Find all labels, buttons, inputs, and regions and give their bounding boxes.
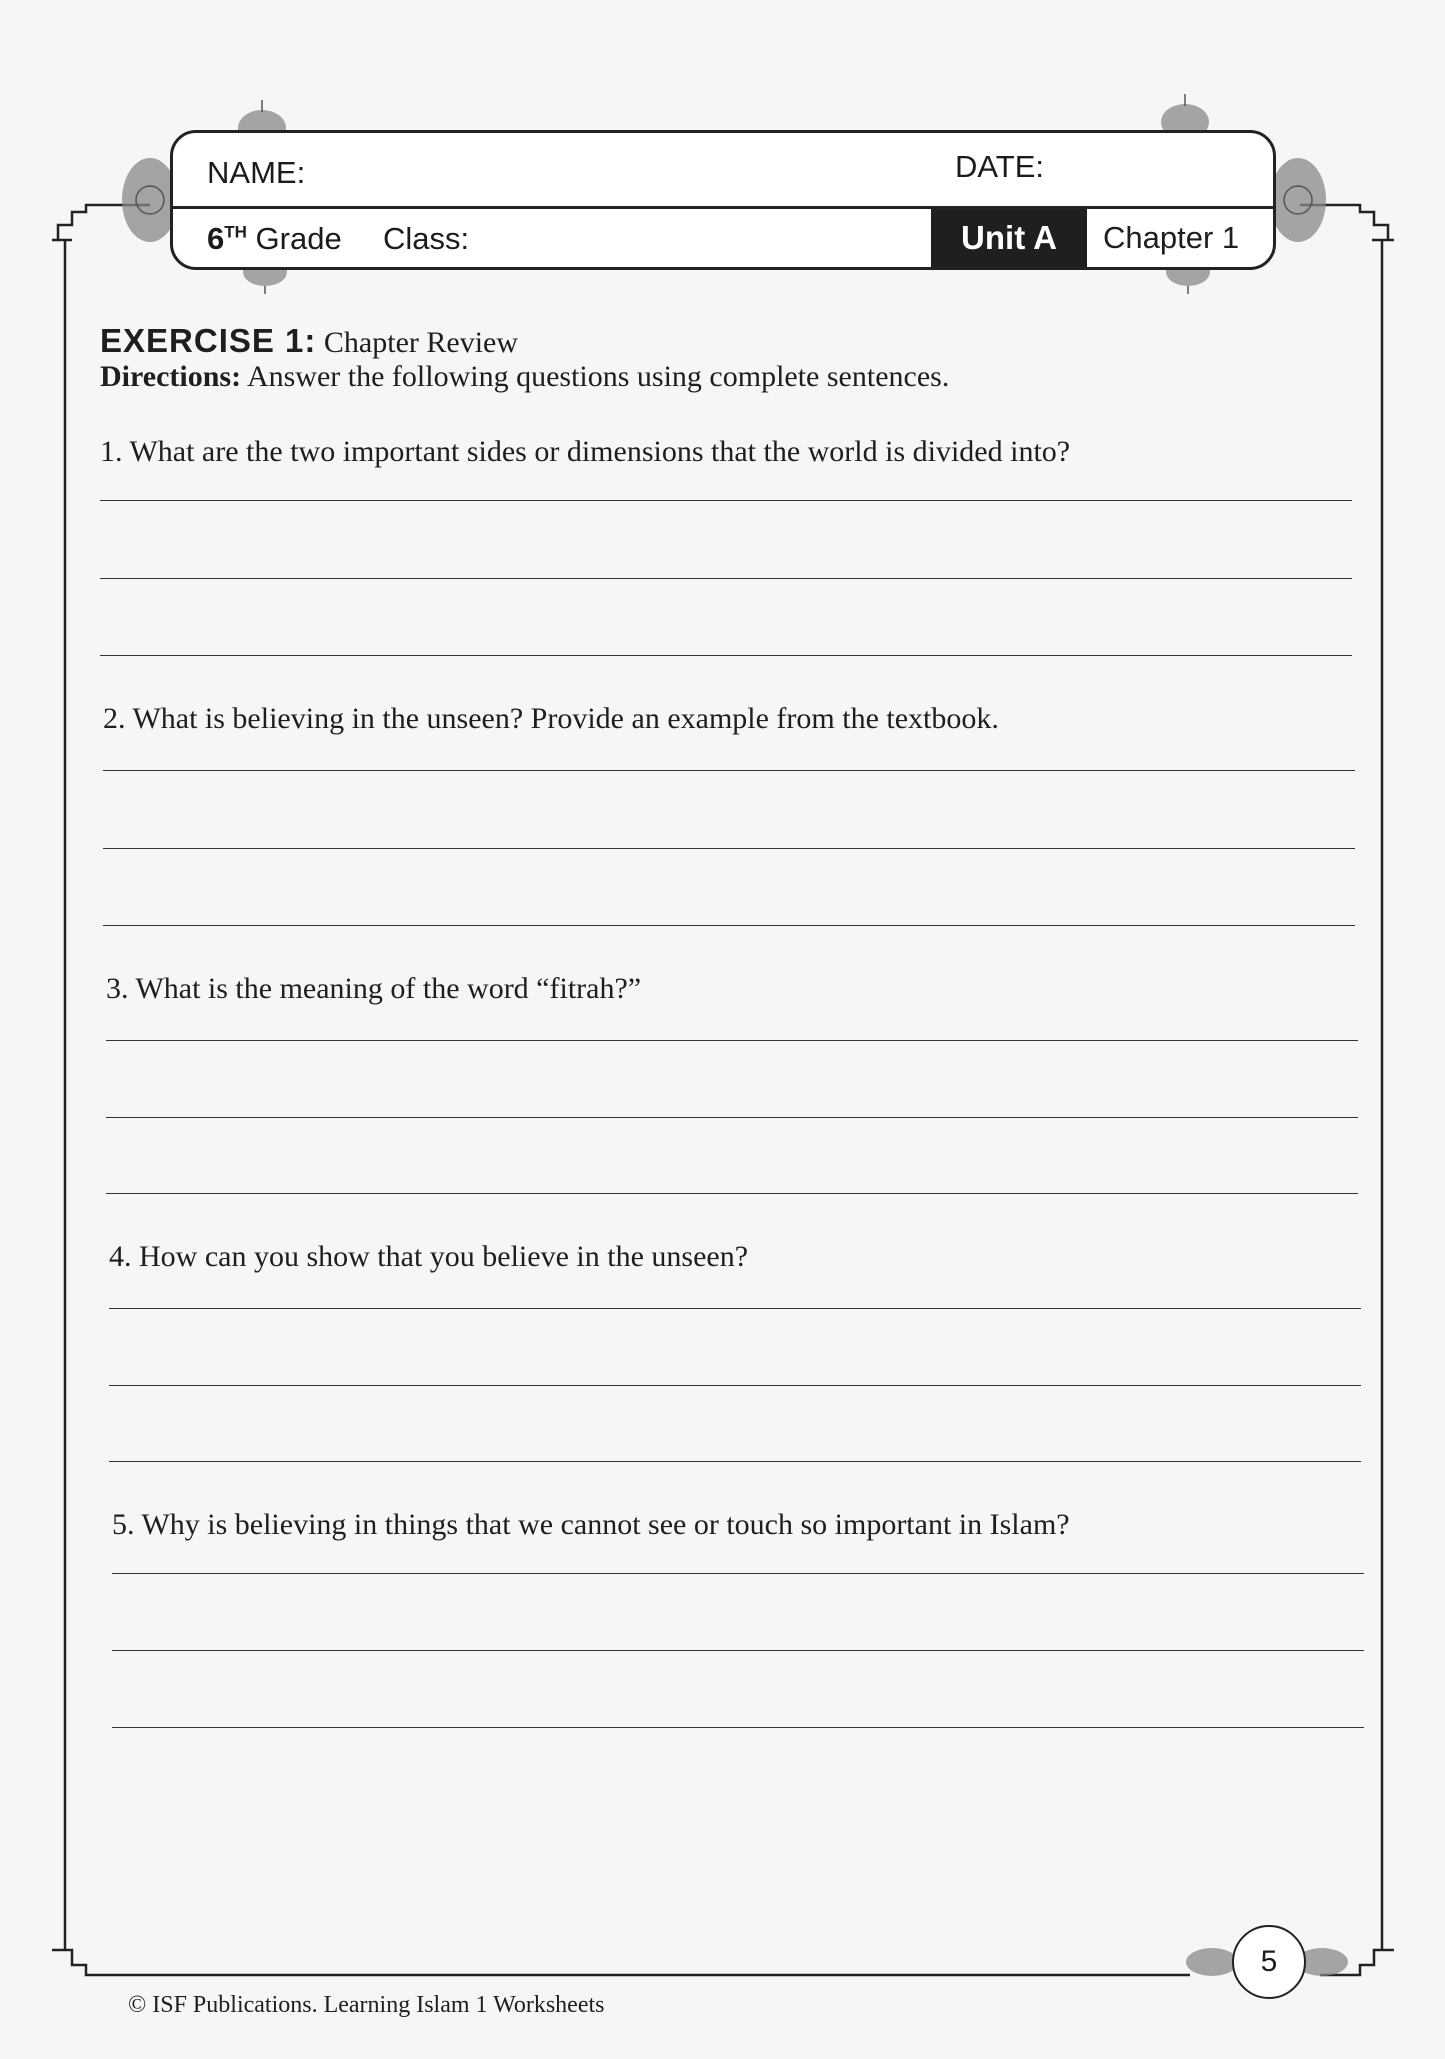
answer-line[interactable] — [100, 655, 1352, 656]
answer-line[interactable] — [106, 1117, 1358, 1118]
exercise-title: EXERCISE 1: — [100, 322, 317, 359]
grade-number: 6 — [207, 221, 225, 256]
date-label: DATE: — [955, 149, 1044, 184]
header-top-row — [173, 133, 1273, 209]
answer-line[interactable] — [109, 1385, 1361, 1386]
answer-line[interactable] — [103, 770, 1355, 771]
answer-line[interactable] — [112, 1727, 1364, 1728]
answer-line[interactable] — [100, 500, 1352, 501]
question-3: 3. What is the meaning of the word “fitrah?” — [106, 972, 642, 1005]
grade-word: Grade — [255, 221, 342, 256]
unit-badge: Unit A — [931, 209, 1087, 267]
grade-suffix: TH — [224, 222, 247, 242]
answer-line[interactable] — [100, 578, 1352, 579]
header-bottom-row — [173, 209, 1273, 267]
name-label: NAME: — [207, 155, 306, 190]
answer-line[interactable] — [112, 1650, 1364, 1651]
exercise-subtitle: Chapter Review — [323, 326, 519, 359]
answer-line[interactable] — [112, 1573, 1364, 1574]
answer-line[interactable] — [109, 1461, 1361, 1462]
directions-label: Directions: — [100, 360, 242, 393]
answer-line[interactable] — [103, 925, 1355, 926]
exercise-heading — [100, 322, 518, 360]
question-1: 1. What are the two important sides or dimensions that the world is divided into? — [100, 435, 1071, 468]
footer-copyright: © ISF Publications. Learning Islam 1 Worksheets — [128, 1992, 605, 2018]
student-info-header — [170, 130, 1276, 270]
question-5: 5. Why is believing in things that we cannot see or touch so important in Islam? — [112, 1508, 1070, 1541]
answer-line[interactable] — [103, 848, 1355, 849]
directions-text: Answer the following questions using complete sentences. — [246, 360, 950, 393]
chapter-label: Chapter 1 — [1103, 220, 1240, 255]
page-number: 5 — [1232, 1925, 1306, 1999]
answer-line[interactable] — [109, 1308, 1361, 1309]
answer-line[interactable] — [106, 1040, 1358, 1041]
class-label: Class: — [383, 221, 470, 256]
answer-line[interactable] — [106, 1193, 1358, 1194]
question-2: 2. What is believing in the unseen? Provide an example from the textbook. — [103, 702, 999, 735]
question-4: 4. How can you show that you believe in the unseen? — [109, 1240, 749, 1273]
directions — [100, 360, 949, 394]
grade-label — [207, 221, 342, 257]
